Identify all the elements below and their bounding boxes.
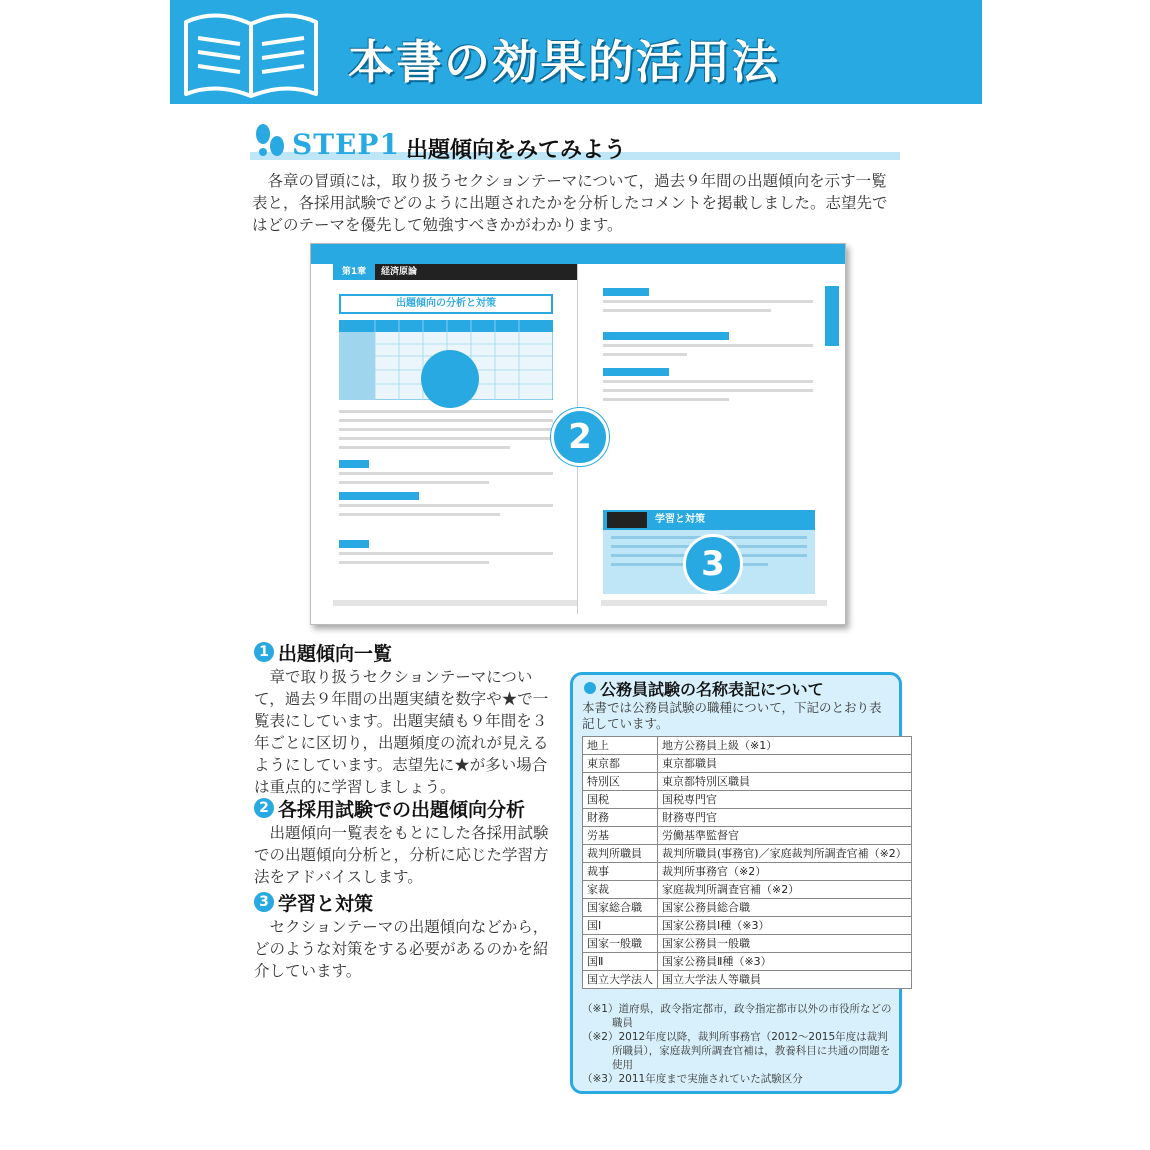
step-label: STEP1 — [292, 128, 400, 161]
item-body: 章で取り扱うセクションテーマについて，過去９年間の出題実績を数字や★で一覧表にしています。出題実績も９年間を３年ごとに区切り，出題頻度の流れが見えるようにしています。志望先に★が多い場合は重点的に学習しましょう。 — [254, 668, 549, 796]
spread-text-block — [339, 472, 553, 490]
table-row — [583, 791, 912, 809]
table-row — [583, 773, 912, 791]
table-row — [583, 737, 912, 755]
table-row — [583, 845, 912, 863]
exam-full-name: 国家公務員一般職 — [658, 935, 912, 953]
open-book-icon — [176, 2, 326, 102]
spread-study-label: 学習と対策 — [655, 514, 705, 525]
exam-abbreviation: 東京都 — [583, 755, 658, 773]
page-title: 本書の効果的活用法 — [348, 35, 780, 89]
spread-chip — [339, 540, 369, 548]
spread-chapter-name: 経済原論 — [381, 267, 418, 277]
table-row — [583, 755, 912, 773]
exam-names-description: 本書では公務員試験の職種について，下記のとおり表記しています。 — [582, 700, 882, 731]
table-row — [583, 881, 912, 899]
exam-full-name: 裁判所職員(事務官)／家庭裁判所調査官補（※2） — [658, 845, 912, 863]
item-body: セクションテーマの出題傾向などから，どのような対策をする必要があるのかを紹介しています。 — [254, 918, 549, 980]
spread-text-block — [603, 300, 813, 318]
exam-abbreviation: 地上 — [583, 737, 658, 755]
exam-full-name: 東京都特別区職員 — [658, 773, 912, 791]
spread-callout-1 — [421, 350, 479, 408]
exam-full-name: 裁判所事務官（※2） — [658, 863, 912, 881]
exam-abbreviation: 国家総合職 — [583, 899, 658, 917]
bullet-icon — [584, 682, 596, 694]
spread-side-tab — [825, 286, 839, 346]
footnote: （※2）2012年度以降，裁判所事務官（2012～2015年度は裁判所職員），家庭裁判所調査官補は，教養科目に共通の問題を使用 — [582, 1031, 891, 1071]
exam-full-name: 地方公務員上級（※1） — [658, 737, 912, 755]
spread-study-tag — [607, 512, 647, 528]
item-number-badge: 2 — [254, 798, 274, 818]
spread-chip — [603, 368, 669, 376]
item-number-badge: 3 — [254, 892, 274, 912]
intro-paragraph: 各章の冒頭には，取り扱うセクションテーマについて，過去９年間の出題傾向を示す一覧表と，各採用試験でどのように出題されたかを分析したコメントを掲載しました。志望先ではどのテーマを優先して勉強すべきかがわかります。 — [252, 172, 888, 234]
spread-chip — [603, 288, 649, 296]
exam-abbreviation: 国家一般職 — [583, 935, 658, 953]
item-number-badge: 1 — [254, 642, 274, 662]
item-title: 各採用試験での出題傾向分析 — [278, 799, 526, 821]
spread-footer — [333, 600, 577, 606]
spread-chip — [339, 492, 419, 500]
exam-abbreviation: 国税 — [583, 791, 658, 809]
exam-full-name: 国立大学法人等職員 — [658, 971, 912, 989]
exam-full-name: 家庭裁判所調査官補（※2） — [658, 881, 912, 899]
exam-full-name: 東京都職員 — [658, 755, 912, 773]
spread-text-block — [339, 410, 553, 455]
exam-names-title: 公務員試験の名称表記について — [600, 680, 824, 699]
spread-text-block — [339, 504, 553, 522]
spread-chip — [339, 460, 369, 468]
step-subtitle: 出題傾向をみてみよう — [406, 138, 627, 163]
table-row — [583, 971, 912, 989]
table-row — [583, 827, 912, 845]
spread-callout-2: 2 — [551, 408, 609, 466]
item-title: 学習と対策 — [278, 893, 374, 915]
footnote: （※1）道府県，政令指定都市，政令指定都市以外の市役所などの職員 — [582, 1003, 892, 1029]
exam-full-name: 国家公務員Ⅱ種（※3） — [658, 953, 912, 971]
table-row — [583, 809, 912, 827]
spread-callout-3: 3 — [683, 534, 743, 594]
exam-full-name: 国税専門官 — [658, 791, 912, 809]
spread-text-block — [339, 552, 553, 570]
table-row — [583, 917, 912, 935]
item-body: 出題傾向一覧表をもとにした各採用試験での出題傾向分析と，分析に応じた学習方法をアドバイスします。 — [254, 824, 549, 886]
exam-abbreviation: 国Ⅱ — [583, 953, 658, 971]
exam-full-name: 労働基準監督官 — [658, 827, 912, 845]
spread-trend-title: 出題傾向の分析と対策 — [339, 294, 553, 314]
exam-abbreviation: 裁事 — [583, 863, 658, 881]
sample-spread-image — [310, 243, 846, 625]
table-row — [583, 935, 912, 953]
exam-abbreviation: 家裁 — [583, 881, 658, 899]
table-row — [583, 863, 912, 881]
exam-names-notes — [582, 1002, 894, 1086]
footnote: （※3）2011年度まで実施されていた試験区分 — [582, 1073, 803, 1085]
spread-chapter-tag: 第1章 — [333, 264, 375, 280]
spread-top-bar — [311, 244, 845, 264]
exam-full-name: 国家公務員総合職 — [658, 899, 912, 917]
footprints-icon — [252, 122, 288, 160]
exam-abbreviation: 裁判所職員 — [583, 845, 658, 863]
spread-text-block — [603, 380, 813, 407]
exam-abbreviation: 国Ⅰ — [583, 917, 658, 935]
exam-abbreviation: 特別区 — [583, 773, 658, 791]
exam-abbreviation: 財務 — [583, 809, 658, 827]
spread-chip — [603, 332, 729, 340]
exam-names-table — [582, 736, 912, 989]
table-row — [583, 899, 912, 917]
item-title: 出題傾向一覧 — [278, 643, 393, 665]
exam-abbreviation: 労基 — [583, 827, 658, 845]
exam-full-name: 財務専門官 — [658, 809, 912, 827]
spread-footer — [601, 600, 827, 606]
spread-text-block — [603, 344, 813, 362]
exam-full-name: 国家公務員Ⅰ種（※3） — [658, 917, 912, 935]
table-row — [583, 953, 912, 971]
exam-abbreviation: 国立大学法人 — [583, 971, 658, 989]
